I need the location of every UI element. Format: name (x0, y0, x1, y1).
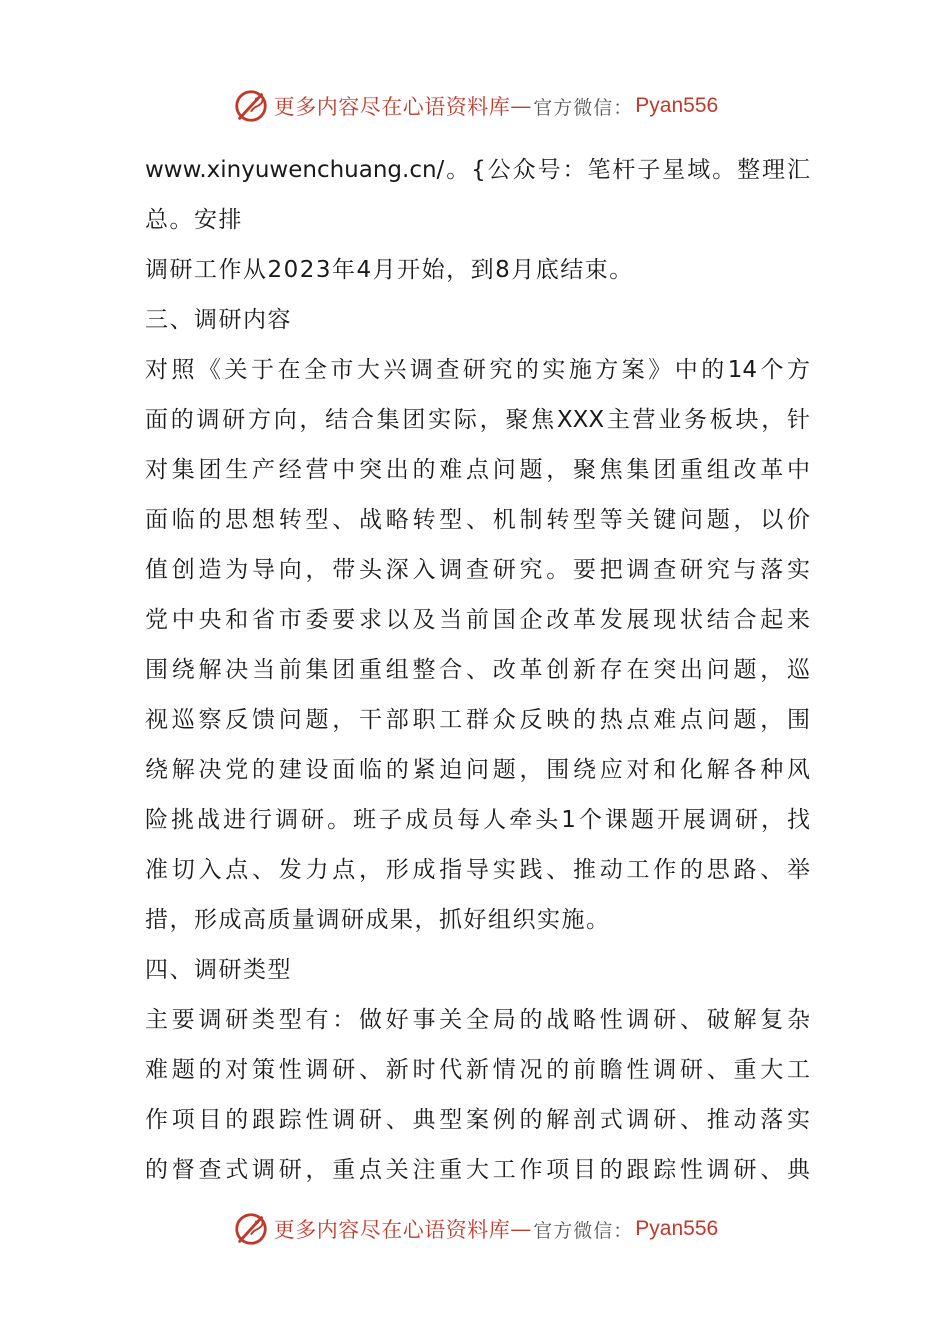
watermark-site-name: 更多内容尽在心语资料库 (273, 95, 511, 119)
text-line: 面的调研方向，结合集团实际，聚焦XXX主营业务板块，针 (145, 407, 810, 433)
text-line: 面临的思想转型、战略转型、机制转型等关键问题，以价 (145, 507, 810, 533)
text-line: 绕解决党的建设面临的紧迫问题，围绕应对和化解各种风 (145, 757, 810, 783)
watermark-dash: — (510, 94, 532, 118)
text-line: 准切入点、发力点，形成指导实践、推动工作的思路、举 (145, 857, 810, 883)
text-line: 四、调研类型 (145, 957, 292, 983)
text-line: www.xinyuwenchuang.cn/。{公众号：笔杆子星域。整理汇 (145, 157, 810, 183)
watermark-wechat-id: Pyan556 (635, 1217, 719, 1240)
quill-logo-icon (232, 87, 270, 125)
text-line: 的督查式调研，重点关注重大工作项目的跟踪性调研、典 (145, 1157, 810, 1183)
text-line: 调研工作从2023年4月开始，到8月底结束。 (145, 257, 634, 283)
text-line: 视巡察反馈问题，干部职工群众反映的热点难点问题，围 (145, 707, 810, 733)
text-line: 党中央和省市委要求以及当前国企改革发展现状结合起来 (145, 607, 810, 633)
quill-logo-icon (232, 1210, 270, 1248)
watermark-wechat-id: Pyan556 (635, 94, 719, 117)
watermark-wechat-label: 官方微信： (533, 1219, 634, 1242)
watermark-site-name: 更多内容尽在心语资料库 (273, 1218, 511, 1242)
document-body (145, 145, 810, 1195)
text-line: 三、调研内容 (145, 307, 292, 333)
watermark-dash: — (510, 1217, 532, 1241)
text-line: 措，形成高质量调研成果，抓好组织实施。 (145, 907, 611, 933)
watermark-wechat-label: 官方微信： (533, 96, 634, 119)
text-line: 主要调研类型有：做好事关全局的战略性调研、破解复杂 (145, 1007, 810, 1033)
text-line: 总。安排 (145, 207, 243, 233)
header-watermark (0, 84, 950, 128)
footer-watermark (0, 1207, 950, 1251)
text-line: 值创造为导向，带头深入调查研究。要把调查研究与落实 (145, 557, 810, 583)
text-line: 险挑战进行调研。班子成员每人牵头1个课题开展调研，找 (145, 807, 810, 833)
text-line: 围绕解决当前集团重组整合、改革创新存在突出问题，巡 (145, 657, 810, 683)
text-line: 对照《关于在全市大兴调查研究的实施方案》中的14个方 (145, 357, 810, 383)
text-line: 对集团生产经营中突出的难点问题，聚焦集团重组改革中 (145, 457, 810, 483)
text-line: 作项目的跟踪性调研、典型案例的解剖式调研、推动落实 (145, 1107, 810, 1133)
text-line: 难题的对策性调研、新时代新情况的前瞻性调研、重大工 (145, 1057, 810, 1083)
